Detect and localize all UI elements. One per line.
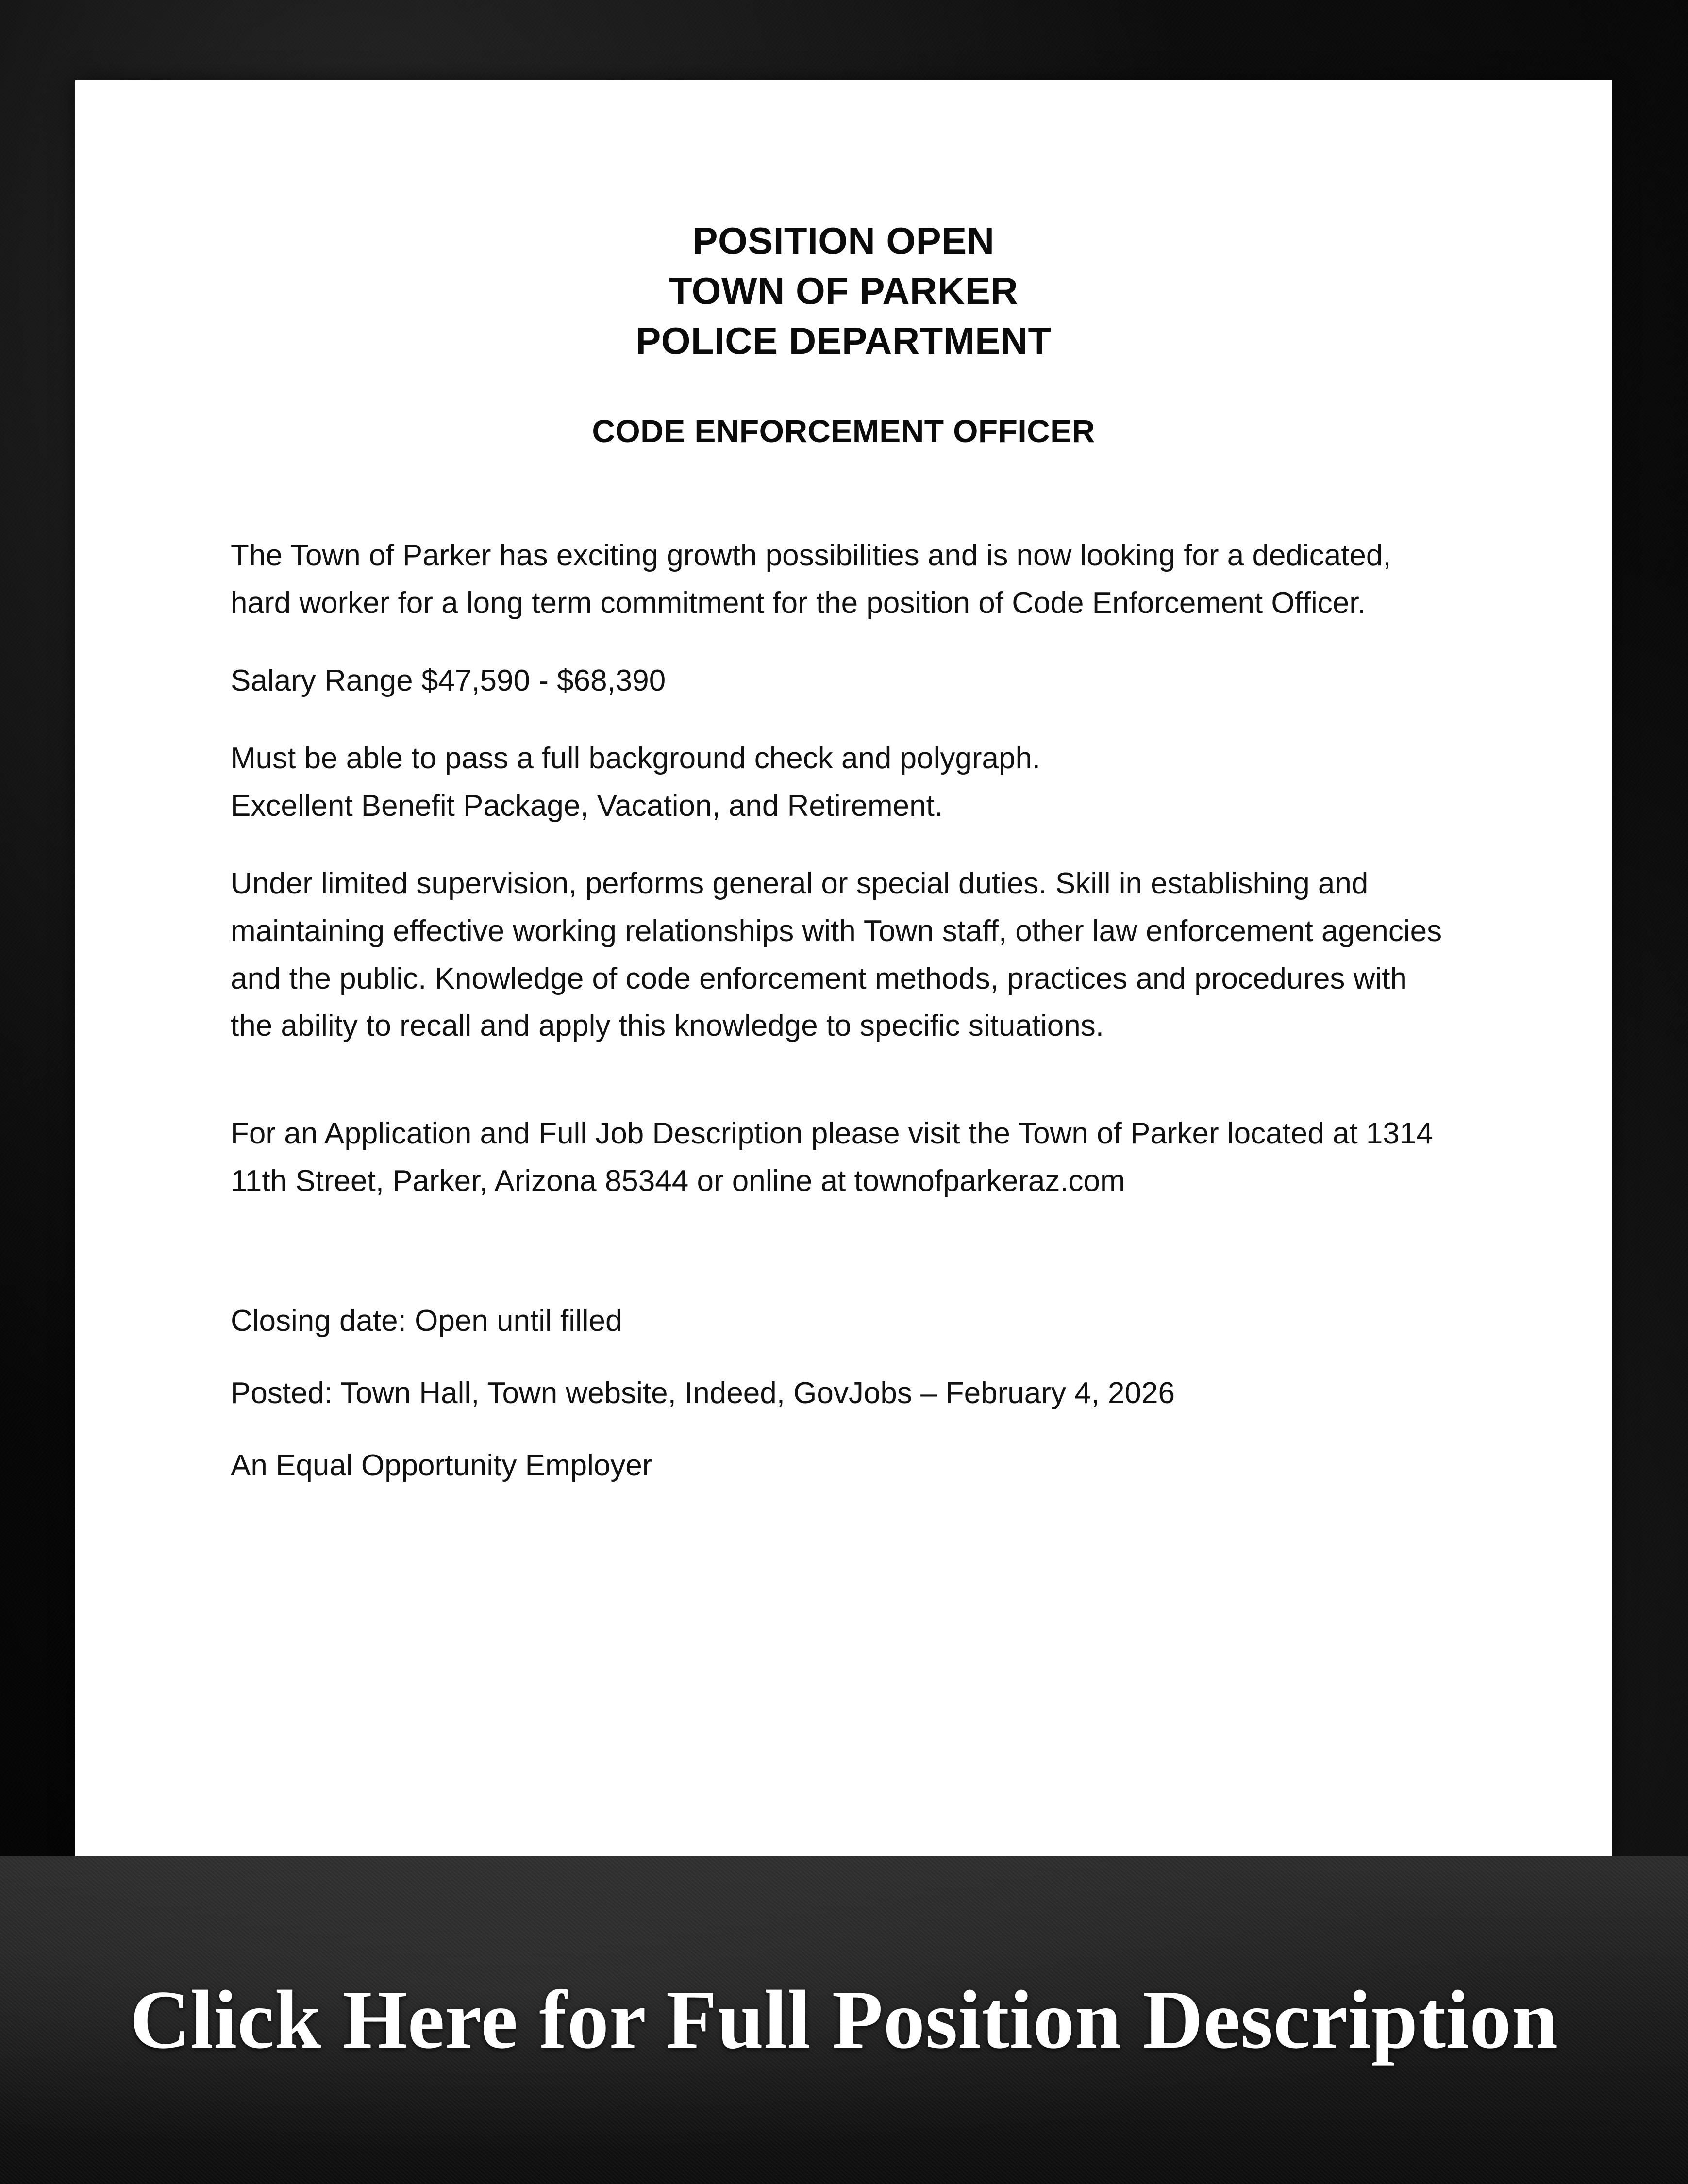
body-text	[231, 532, 1456, 1488]
paragraph-salary-range: Salary Range $47,590 - $68,390	[231, 663, 666, 697]
paragraph-application-info: For an Application and Full Job Description please visit the Town of Parker located at 1314 11th Street, Parker, Arizona 85344 or online at townofparkeraz.com	[231, 1117, 1433, 1198]
paragraph-benefits: Excellent Benefit Package, Vacation, and Retirement.	[231, 789, 943, 823]
closing-date: Closing date: Open until filled	[231, 1304, 622, 1338]
equal-opportunity-statement: An Equal Opportunity Employer	[231, 1449, 652, 1483]
spacer-large	[231, 1235, 1456, 1298]
title-line-town-of-parker: TOWN OF PARKER	[669, 269, 1019, 312]
job-title-subheading: CODE ENFORCEMENT OFFICER	[592, 413, 1095, 449]
paragraph-duties: Under limited supervision, performs general or special duties. Skill in establishing and maintaining effective working relationships with Town staff, other law enforcement agencies and the public. Knowledge of code enforcement methods, practices and procedures with the ability to recall and apply this knowledge to specific situations.	[231, 866, 1442, 1043]
flyer-content	[75, 80, 1612, 1488]
title-line-police-department: POLICE DEPARTMENT	[635, 319, 1052, 362]
job-posting-flyer	[75, 80, 1612, 1856]
posted-info: Posted: Town Hall, Town website, Indeed, GovJobs – February 4, 2026	[231, 1376, 1175, 1410]
page-title	[231, 216, 1456, 366]
title-line-position-open: POSITION OPEN	[692, 219, 995, 262]
paragraph-background-check: Must be able to pass a full background check and polygraph.	[231, 741, 1041, 775]
paragraph-intro: The Town of Parker has exciting growth possibilities and is now looking for a dedicated, hard worker for a long term commitment for the position of Code Enforcement Officer.	[231, 538, 1391, 620]
cta-banner[interactable]	[0, 1856, 1688, 2184]
spacer	[231, 1080, 1456, 1110]
full-position-description-link[interactable]: Click Here for Full Position Description	[130, 1974, 1558, 2066]
